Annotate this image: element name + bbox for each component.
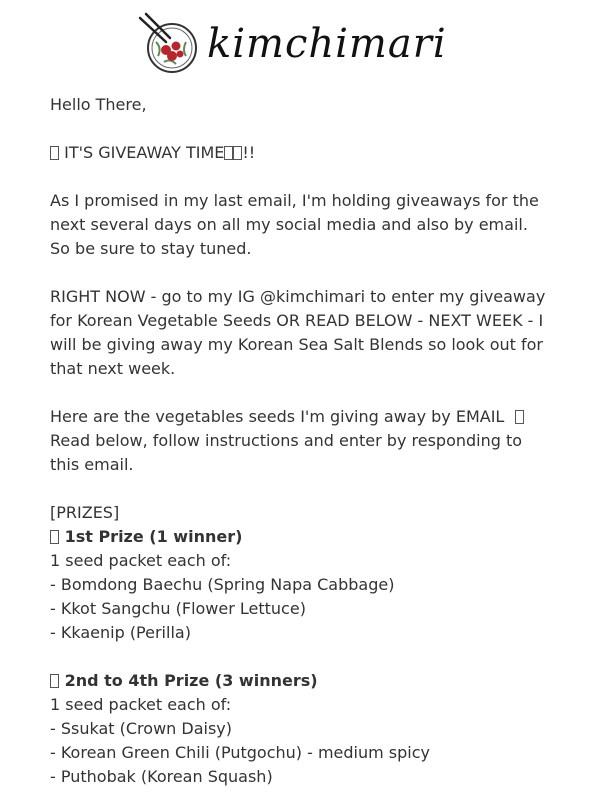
prize1-item: - Bomdong Baechu (Spring Napa Cabbage) xyxy=(50,575,395,594)
greeting: Hello There, xyxy=(50,95,147,114)
brand-logo-text[interactable]: kimchimari xyxy=(207,21,447,67)
medal-icon xyxy=(50,674,59,688)
gift-icon xyxy=(50,146,59,160)
prize2-item: - Ssukat (Crown Daisy) xyxy=(50,719,232,738)
instructions-part1: Here are the vegetables seeds I'm giving away by EMAIL xyxy=(50,407,505,426)
prizes-section xyxy=(50,501,550,789)
prize2-title-line xyxy=(50,669,550,693)
prize1-title-line xyxy=(50,525,550,549)
announcement-suffix: !! xyxy=(242,143,256,162)
announcement xyxy=(50,141,550,165)
prize2-lead: 1 seed packet each of: xyxy=(50,695,232,714)
email-header xyxy=(0,10,600,78)
email-body xyxy=(50,93,550,789)
prize2-item: - Puthobak (Korean Squash) xyxy=(50,767,273,786)
trophy-icon xyxy=(50,530,59,544)
prize1-lead: 1 seed packet each of: xyxy=(50,551,232,570)
instructions-paragraph xyxy=(50,405,550,477)
kimchi-bowl-icon[interactable] xyxy=(136,12,200,76)
spacer xyxy=(50,645,550,669)
party-icon xyxy=(224,146,233,160)
prize1-item: - Kkot Sangchu (Flower Lettuce) xyxy=(50,599,306,618)
prizes-header: [PRIZES] xyxy=(50,503,120,522)
prize1-item: - Kkaenip (Perilla) xyxy=(50,623,191,642)
prize2-title: 2nd to 4th Prize (3 winners) xyxy=(64,671,318,690)
intro-paragraph: As I promised in my last email, I'm holding giveaways for the next several days on all my social media and also by email. So be sure to stay tuned. xyxy=(50,191,539,258)
right-now-paragraph: RIGHT NOW - go to my IG @kimchimari to enter my giveaway for Korean Vegetable Seeds OR READ BELOW - NEXT WEEK - I will be giving away my Korean Sea Salt Blends so look out for that next week. xyxy=(50,287,546,378)
prize1-title: 1st Prize (1 winner) xyxy=(64,527,243,546)
announcement-text: IT'S GIVEAWAY TIME xyxy=(64,143,225,162)
point-down-icon xyxy=(515,410,524,424)
prize2-item: - Korean Green Chili (Putgochu) - medium spicy xyxy=(50,743,430,762)
instructions-part2: Read below, follow instructions and enter by responding to this email. xyxy=(50,431,523,474)
